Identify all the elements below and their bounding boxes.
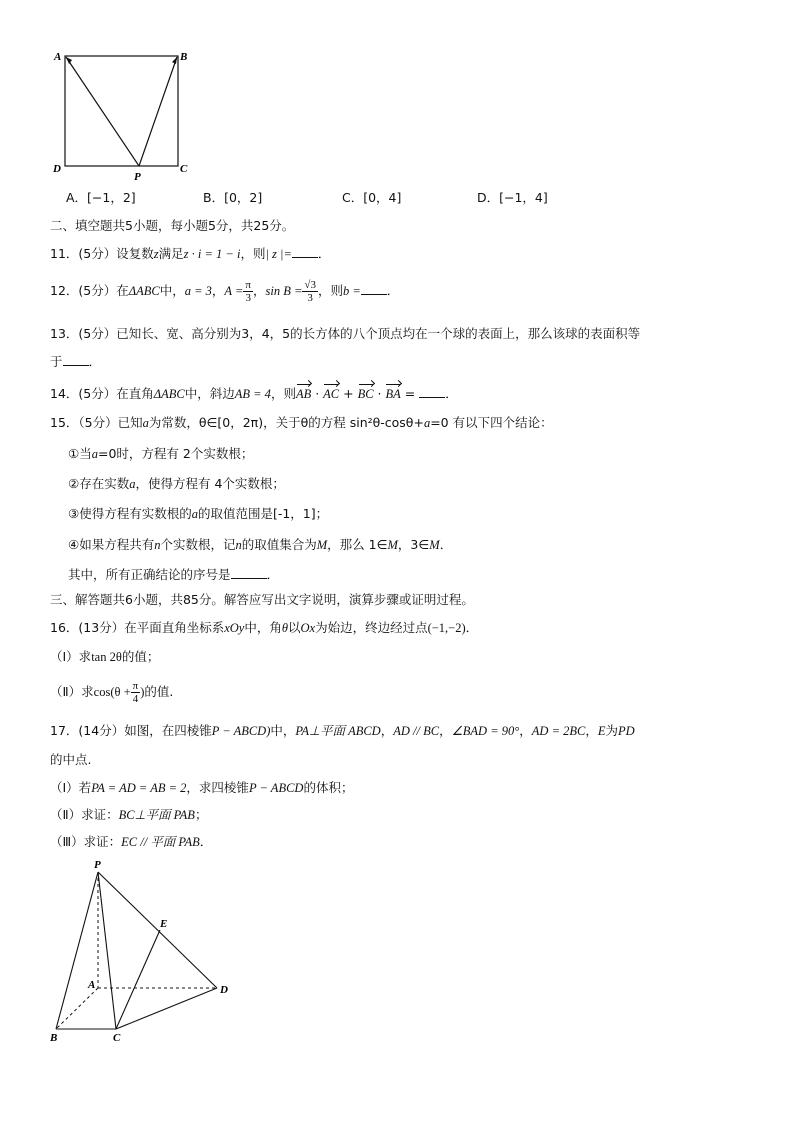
answer-blank: [361, 282, 387, 295]
question-16-part-1: （Ⅰ）求tan 2θ的值；: [50, 649, 160, 664]
question-11: 11．(5分）设复数z满足z · i = 1 − i，则| z |= ．: [50, 246, 331, 261]
question-14: 14．(5分）在直角ΔABC中，斜边AB = 4，则AB · AC + BC · BA = ．: [50, 386, 458, 401]
question-17-line-1: 17．(14分）如图，在四棱锥P − ABCD)中，PA⊥平面 ABCD，AD // BC，∠BAD = 90°，AD = 2BC，E为PD: [50, 723, 635, 738]
question-13-line-2: 于 ．: [50, 354, 102, 369]
label-e: E: [160, 918, 168, 930]
label-p: P: [94, 859, 101, 871]
fraction-pi-3: $\frac{\pi}{3}$: [245, 279, 251, 304]
answer-blank: [292, 245, 318, 258]
label-d: D: [220, 984, 228, 996]
label-c: C: [180, 163, 188, 175]
section-2-heading: 二、填空题共5小题，每小题5分，共25分。: [50, 218, 295, 233]
question-13-line-1: 13．(5分）已知长、宽、高分别为3，4，5的长方体的八个顶点均在一个球的表面上，那么该球的表面积等: [50, 326, 641, 341]
question-15-claim-2: ②存在实数a，使得方程有 4个实数根；: [68, 476, 285, 491]
option-b: B．[0，2]: [203, 190, 263, 205]
vector-ab: AB: [295, 387, 312, 401]
vector-ac: AC: [323, 387, 340, 401]
label-d: D: [53, 163, 61, 175]
fraction-sqrt3-3: $\frac{√3}{3}$: [304, 279, 316, 304]
square-figure: [48, 46, 198, 181]
question-15-claim-1: ①当a=0时，方程有 2个实数根；: [68, 446, 254, 461]
answer-blank: [63, 353, 89, 366]
question-15-final: 其中，所有正确结论的序号是 ．: [68, 567, 280, 582]
question-17-line-2: 的中点.: [50, 752, 92, 767]
vector-bc: BC: [357, 387, 374, 401]
pyramid-figure: [42, 855, 242, 1050]
question-15-claim-3: ③使得方程有实数根的a的取值范围是[-1，1]；: [68, 506, 329, 521]
label-p: P: [134, 171, 141, 181]
label-b: B: [180, 51, 188, 63]
answer-blank: [231, 566, 267, 579]
option-a: A．[−1，2]: [66, 190, 136, 205]
question-15-stem: 15．（5分）已知a为常数，θ∈[0，2π)，关于θ的方程 sin²θ-cosθ+a=0 有以下四个结论：: [50, 415, 553, 430]
question-17-part-2: （Ⅱ）求证：BC⊥平面 PAB；: [50, 807, 208, 822]
option-d: D．[−1，4]: [477, 190, 548, 205]
section-3-heading: 三、解答题共6小题，共85分。解答应写出文字说明，演算步骤或证明过程。: [50, 592, 474, 607]
question-15-claim-4: ④如果方程共有n个实数根，记n的取值集合为M，那么 1∈M，3∈M．: [68, 537, 453, 552]
fraction-pi-4: $\frac{\pi}{4}$: [132, 680, 139, 705]
question-16-part-2: （Ⅱ）求cos(θ + $\frac{\pi}{4}$ )的值.: [50, 680, 174, 705]
answer-blank: [419, 385, 445, 398]
label-c: C: [113, 1032, 121, 1044]
label-a: A: [88, 979, 96, 991]
segment-pb: [139, 57, 177, 166]
option-c: C．[0，4]: [342, 190, 402, 205]
vector-ba: BA: [385, 387, 401, 401]
question-17-part-3: （Ⅲ）求证：EC // 平面 PAB．: [50, 834, 213, 849]
question-16: 16．(13分）在平面直角坐标系xOy中，角θ以Ox为始边，终边经过点(−1,−2)．: [50, 620, 479, 635]
question-17-part-1: （Ⅰ）若PA = AD = AB = 2，求四棱锥P − ABCD的体积；: [50, 780, 354, 795]
label-b: B: [50, 1032, 58, 1044]
question-12: 12．(5分）在ΔABC中，a = 3，A = $\frac{\pi}{3}$ ，sin B = $\frac{√3}{3}$ ，则b = ．: [50, 279, 400, 304]
segment-pa: [66, 57, 139, 166]
label-a: A: [54, 51, 62, 63]
